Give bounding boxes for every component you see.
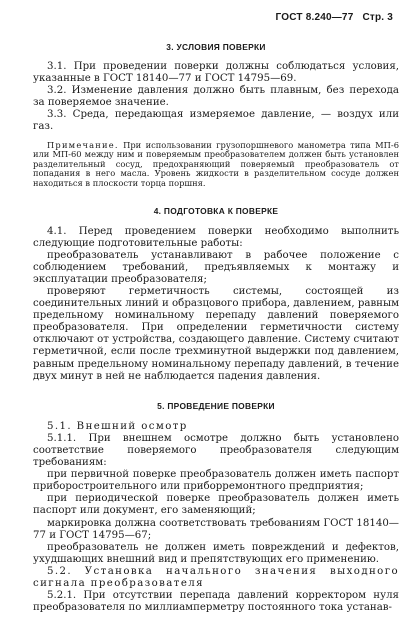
paragraph: преобразователь не должен иметь повреждений и дефектов, ухудшающих внешний вид и препятствующих его применению. <box>33 541 399 565</box>
paragraph: маркировка должна соответствовать требованиям ГОСТ 18140—77 и ГОСТ 14795—67; <box>33 517 399 541</box>
paragraph: 5.2.1. При отсутствии перепада давлений корректором нуля преобразователя по миллиамперметру постоянного тока устанав- <box>33 590 399 614</box>
paragraph: 5.1.1. При внешнем осмотре должно быть установлено соответствие поверяемого преобразователя следующим требованиям: <box>33 432 399 469</box>
paragraph: 3.2. Изменение давления должно быть плавным, без перехода за поверяемое значение. <box>33 85 399 109</box>
paragraph: 3.3. Среда, передающая измеряемое давление, — воздух или газ. <box>33 109 399 133</box>
subsection-heading: 5.1. Внешний осмотр <box>47 420 188 432</box>
doc-code: ГОСТ 8.240—77 <box>275 12 354 23</box>
paragraph: преобразователь устанавливают в рабочее положение с соблюдением требований, предъявляемых к монтажу и эксплуатации преобразователя; <box>33 249 399 285</box>
paragraph: 4.1. Перед проведением поверки необходимо выполнить следующие подготовительные работы: <box>33 225 399 249</box>
document-body <box>33 36 399 614</box>
section-heading: 3. УСЛОВИЯ ПОВЕРКИ <box>166 42 266 52</box>
subsection-heading: 5.2. Установка начального значения выходного сигнала преобразователя <box>33 565 399 589</box>
note-label: Примечание. <box>47 139 119 150</box>
paragraph: при первичной поверке преобразователь должен иметь паспорт приборостроительного или приборремонтного предприятия; <box>33 469 399 493</box>
paragraph: проверяют герметичность системы, состоящей из соединительных линий и образцового прибора, давлением, равным предельному номинальному перепаду давлений поверяемого преобразователя. При определении герметичности систему отключают от устройства, создающего давление. Систему считают герметичной, если после трехминутной выдержки под давлением, равным предельному номинальному перепаду давлений, в течение двух минут в ней не наблюдается падения давления. <box>33 286 399 382</box>
section-heading: 4. ПОДГОТОВКА К ПОВЕРКЕ <box>153 205 279 216</box>
paragraph: 3.1. При проведении поверки должны соблюдаться условия, указанные в ГОСТ 18140—77 и ГОСТ 14795—69. <box>33 61 399 85</box>
note <box>33 141 399 189</box>
note-text: При использовании грузопоршневого манометра типа МП-6 или МП-60 между ним и поверяемым преобразователем должен быть установлен разделительный сосуд, предохраняющий поверяемый преобразователь от попадания в него масла. Уровень жидкости в разделительном сосуде должен находиться в плоскости торца поршня. <box>33 139 399 188</box>
page-header <box>270 12 393 23</box>
section-heading: 5. ПРОВЕДЕНИЕ ПОВЕРКИ <box>157 400 275 411</box>
paragraph: при периодической поверке преобразователь должен иметь паспорт или документ, его заменяющий; <box>33 493 399 517</box>
page-number: Стр. 3 <box>362 12 393 23</box>
